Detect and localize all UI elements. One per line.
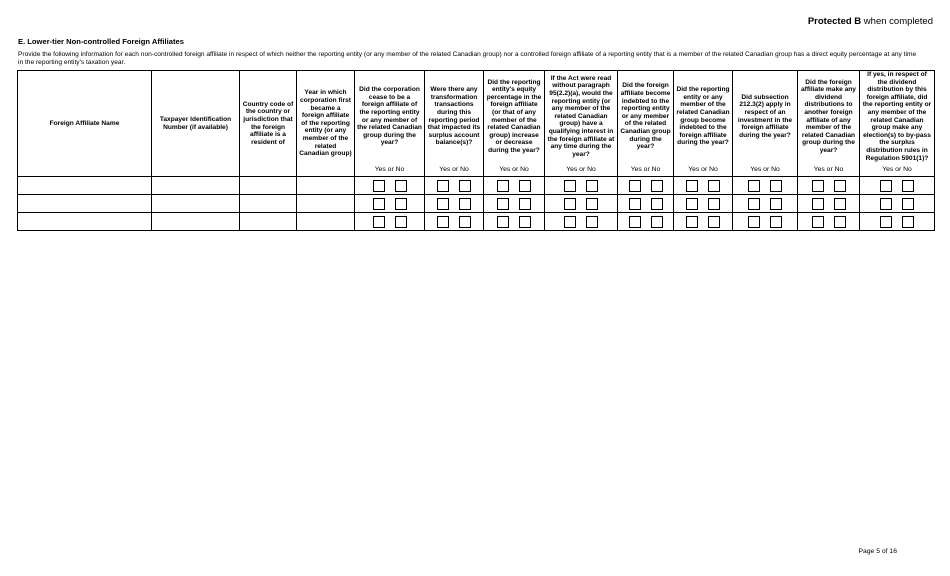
- protected-label: Protected B: [807, 16, 862, 27]
- yes-checkbox[interactable]: [748, 216, 760, 228]
- yes-checkbox[interactable]: [564, 180, 576, 192]
- no-checkbox[interactable]: [395, 180, 407, 192]
- yes-no-cell: [674, 177, 733, 195]
- yes-no-checkboxes: [733, 177, 797, 194]
- yes-checkbox[interactable]: [629, 216, 641, 228]
- yes-checkbox[interactable]: [373, 216, 385, 228]
- no-checkbox[interactable]: [395, 216, 407, 228]
- no-checkbox[interactable]: [902, 198, 914, 210]
- yes-checkbox[interactable]: [497, 198, 509, 210]
- yes-checkbox[interactable]: [564, 198, 576, 210]
- no-checkbox[interactable]: [651, 180, 663, 192]
- table-row: [18, 177, 935, 195]
- yes-no-cell: [425, 195, 484, 213]
- table-body: [18, 177, 935, 231]
- yes-checkbox[interactable]: [812, 180, 824, 192]
- yes-no-checkboxes: [545, 195, 617, 212]
- no-checkbox[interactable]: [651, 198, 663, 210]
- yes-no-checkboxes: [618, 213, 673, 230]
- section-instructions: Provide the following information for each non-controlled foreign affiliate in respect of which neither the reporting entity (or any member of the related Canadian group) nor a controlled foreign affiliate of a reporting entity that is a member of the related Canadian group has a direct equity percentage at any time in the reporting entity's taxation year.: [18, 51, 917, 66]
- yes-no-cell: [860, 213, 935, 231]
- yes-checkbox[interactable]: [748, 180, 760, 192]
- yes-no-cell: [484, 213, 545, 231]
- yes-no-cell: [618, 213, 674, 231]
- protected-suffix: when completed: [861, 16, 933, 27]
- yes-no-label: Yes or No: [425, 162, 484, 177]
- yes-no-checkboxes: [545, 177, 617, 194]
- yes-no-checkboxes: [733, 213, 797, 230]
- yes-no-cell: [733, 177, 798, 195]
- yes-no-cell: [860, 177, 935, 195]
- yes-no-checkboxes: [355, 195, 424, 212]
- text-entry-cell[interactable]: [152, 213, 240, 231]
- yes-no-checkboxes: [545, 213, 617, 230]
- column-header: If the Act were read without paragraph 95(2.2)(a), would the reporting entity (or any member of the related Canadian group) have a qualifying interest in the foreign affiliate at any time during the year?: [545, 71, 618, 163]
- yes-no-cell: [733, 213, 798, 231]
- yes-no-checkboxes: [798, 177, 859, 194]
- page-number: Page 5 of 16: [858, 548, 897, 555]
- yes-checkbox[interactable]: [437, 216, 449, 228]
- protected-notice: [808, 16, 933, 27]
- yes-no-checkboxes: [425, 177, 483, 194]
- yes-no-cell: [545, 213, 618, 231]
- no-checkbox[interactable]: [651, 216, 663, 228]
- column-header: Did the corporation cease to be a foreign affiliate of the reporting entity or any member of the related Canadian group during the year?: [355, 71, 425, 163]
- column-header: Did the foreign affiliate become indebted to the reporting entity or any member of the related Canadian group during the year?: [618, 71, 674, 163]
- yes-no-cell: [798, 213, 860, 231]
- no-checkbox[interactable]: [834, 198, 846, 210]
- yes-checkbox[interactable]: [629, 198, 641, 210]
- table-row: [18, 213, 935, 231]
- yes-no-label: Yes or No: [674, 162, 733, 177]
- yes-no-checkboxes: [674, 177, 732, 194]
- no-checkbox[interactable]: [902, 180, 914, 192]
- yes-no-label: Yes or No: [545, 162, 618, 177]
- text-entry-cell[interactable]: [18, 195, 152, 213]
- yes-checkbox[interactable]: [497, 180, 509, 192]
- yes-no-cell: [355, 195, 425, 213]
- no-checkbox[interactable]: [708, 198, 720, 210]
- text-entry-cell[interactable]: [297, 195, 355, 213]
- yes-checkbox[interactable]: [497, 216, 509, 228]
- yes-no-label: Yes or No: [798, 162, 860, 177]
- yes-no-cell: [860, 195, 935, 213]
- yes-no-checkboxes: [425, 213, 483, 230]
- no-checkbox[interactable]: [834, 180, 846, 192]
- column-header: Taxpayer Identification Number (if available): [152, 71, 240, 177]
- column-header: Did the reporting entity's equity percentage in the foreign affiliate (or that of any member of the related Canadian group) increase or decrease during the year?: [484, 71, 545, 163]
- yes-no-cell: [425, 213, 484, 231]
- yes-no-label: Yes or No: [484, 162, 545, 177]
- yes-no-checkboxes: [860, 213, 934, 230]
- yes-no-cell: [798, 177, 860, 195]
- yes-no-checkboxes: [618, 195, 673, 212]
- affiliates-table: [17, 70, 935, 231]
- yes-no-cell: [355, 213, 425, 231]
- text-entry-cell[interactable]: [152, 177, 240, 195]
- no-checkbox[interactable]: [708, 216, 720, 228]
- column-header: Year in which corporation first became a foreign affiliate of the reporting entity (or any member of the related Canadian group): [297, 71, 355, 177]
- no-checkbox[interactable]: [519, 180, 531, 192]
- text-entry-cell[interactable]: [297, 177, 355, 195]
- no-checkbox[interactable]: [459, 198, 471, 210]
- yes-no-label: Yes or No: [733, 162, 798, 177]
- no-checkbox[interactable]: [586, 198, 598, 210]
- text-entry-cell[interactable]: [18, 177, 152, 195]
- no-checkbox[interactable]: [902, 216, 914, 228]
- yes-no-checkboxes: [733, 195, 797, 212]
- column-header: Did the foreign affiliate make any dividend distributions to another foreign affiliate of any member of the related Canadian group during the year?: [798, 71, 860, 163]
- no-checkbox[interactable]: [834, 216, 846, 228]
- column-header: Country code of the country or jurisdiction that the foreign affiliate is a resident of: [240, 71, 297, 177]
- yes-no-cell: [425, 177, 484, 195]
- yes-checkbox[interactable]: [880, 180, 892, 192]
- no-checkbox[interactable]: [770, 216, 782, 228]
- yes-checkbox[interactable]: [686, 198, 698, 210]
- yes-no-cell: [545, 195, 618, 213]
- yes-no-cell: [618, 195, 674, 213]
- yes-checkbox[interactable]: [437, 180, 449, 192]
- column-header: If yes, in respect of the dividend distribution by this foreign affiliate, did the reporting entity or any member of the related Canadian group make any election(s) to by-pass the surplus distribution rules in Regulation 5901(1)?: [860, 71, 935, 163]
- yes-checkbox[interactable]: [748, 198, 760, 210]
- yes-no-checkboxes: [798, 213, 859, 230]
- yes-no-cell: [674, 213, 733, 231]
- yes-no-cell: [484, 195, 545, 213]
- yes-no-cell: [355, 177, 425, 195]
- yes-no-checkboxes: [674, 195, 732, 212]
- text-entry-cell[interactable]: [152, 195, 240, 213]
- section-title: E. Lower-tier Non-controlled Foreign Affiliates: [18, 37, 184, 46]
- yes-checkbox[interactable]: [629, 180, 641, 192]
- yes-no-label: Yes or No: [860, 162, 935, 177]
- yes-no-checkboxes: [484, 177, 544, 194]
- text-entry-cell[interactable]: [240, 195, 297, 213]
- column-header: Did the reporting entity or any member of the related Canadian group become indebted to the foreign affiliate during the year?: [674, 71, 733, 163]
- yes-no-checkboxes: [425, 195, 483, 212]
- yes-checkbox[interactable]: [373, 180, 385, 192]
- column-header: Were there any transformation transactions during this reporting period that impacted its surplus account balance(s)?: [425, 71, 484, 163]
- yes-no-label: Yes or No: [618, 162, 674, 177]
- yes-no-checkboxes: [674, 213, 732, 230]
- yes-no-checkboxes: [484, 195, 544, 212]
- yes-no-cell: [798, 195, 860, 213]
- yes-checkbox[interactable]: [437, 198, 449, 210]
- yes-no-cell: [618, 177, 674, 195]
- no-checkbox[interactable]: [708, 180, 720, 192]
- yes-checkbox[interactable]: [812, 198, 824, 210]
- no-checkbox[interactable]: [459, 180, 471, 192]
- yes-no-checkboxes: [860, 195, 934, 212]
- yes-checkbox[interactable]: [564, 216, 576, 228]
- yes-checkbox[interactable]: [686, 180, 698, 192]
- yes-checkbox[interactable]: [686, 216, 698, 228]
- yes-no-checkboxes: [355, 213, 424, 230]
- yes-no-cell: [484, 177, 545, 195]
- yes-no-cell: [545, 177, 618, 195]
- yes-no-checkboxes: [798, 195, 859, 212]
- yes-checkbox[interactable]: [880, 216, 892, 228]
- text-entry-cell[interactable]: [240, 177, 297, 195]
- table-header-row: [18, 71, 935, 163]
- yes-no-checkboxes: [484, 213, 544, 230]
- text-entry-cell[interactable]: [240, 213, 297, 231]
- no-checkbox[interactable]: [395, 198, 407, 210]
- yes-no-cell: [674, 195, 733, 213]
- no-checkbox[interactable]: [586, 180, 598, 192]
- no-checkbox[interactable]: [459, 216, 471, 228]
- text-entry-cell[interactable]: [297, 213, 355, 231]
- yes-no-checkboxes: [860, 177, 934, 194]
- no-checkbox[interactable]: [770, 198, 782, 210]
- no-checkbox[interactable]: [519, 216, 531, 228]
- yes-checkbox[interactable]: [880, 198, 892, 210]
- column-header: Did subsection 212.3(2) apply in respect of an investment in the foreign affiliate during the year?: [733, 71, 798, 163]
- yes-no-checkboxes: [355, 177, 424, 194]
- yes-checkbox[interactable]: [812, 216, 824, 228]
- yes-no-checkboxes: [618, 177, 673, 194]
- no-checkbox[interactable]: [586, 216, 598, 228]
- text-entry-cell[interactable]: [18, 213, 152, 231]
- column-header: Foreign Affiliate Name: [18, 71, 152, 177]
- yes-checkbox[interactable]: [373, 198, 385, 210]
- no-checkbox[interactable]: [770, 180, 782, 192]
- yes-no-cell: [733, 195, 798, 213]
- no-checkbox[interactable]: [519, 198, 531, 210]
- table-row: [18, 195, 935, 213]
- yes-no-label: Yes or No: [355, 162, 425, 177]
